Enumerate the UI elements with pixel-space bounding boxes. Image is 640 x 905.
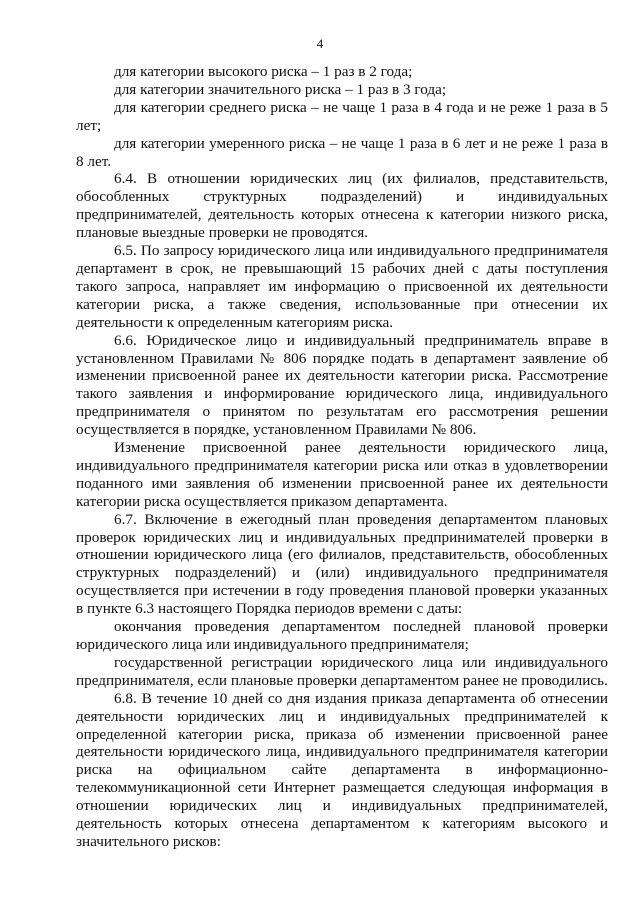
paragraph-6-7: 6.7. Включение в ежегодный план проведения департаментом плановых проверок юридических лиц и индивидуальных предпринимателей проверки в отношении юридического лица (его филиалов, представительств, обособленных структурных подразделений) и (или) индивидуального предпринимателя осуществляется при истечении в году проведения плановой проверки указанных в пункте 6.3 настоящего Порядка периодов времени с даты: (76, 510, 608, 618)
paragraph-medium-risk-frequency: для категории среднего риска – не чаще 1 раза в 4 года и не реже 1 раза в 5 лет; (76, 98, 608, 134)
paragraph-6-5: 6.5. По запросу юридического лица или индивидуального предпринимателя департамент в срок, не превышающий 15 рабочих дней с даты поступления такого запроса, направляет им информацию о присвоенной их деятельности категории риска, а также сведения, использованные при отнесении их деятельности к определенным категориям риска. (76, 242, 608, 331)
page-number: 4 (316, 36, 324, 51)
document-body (76, 63, 608, 851)
paragraph-6-8: 6.8. В течение 10 дней со дня издания приказа департамента об отнесении деятельности юридических лиц и индивидуальных предпринимателей к определенной категории риска, приказа об изменении присвоенной ранее деятельности юридического лица, индивидуального предпринимателя категории риска на официальном сайте департамента в информационно-телекоммуникационной сети Интернет размещается следующая информация в отношении юридических лиц и индивидуальных предпринимателей, деятельность которых отнесена департаментом к категориям высокого и значительного рисков: (76, 689, 608, 850)
paragraph-high-risk-frequency: для категории высокого риска – 1 раз в 2 года; (114, 63, 413, 80)
paragraph-6-6: 6.6. Юридическое лицо и индивидуальный предприниматель вправе в установленном Правилами № 806 порядке подать в департамент заявление об изменении присвоенной ранее их деятельности категории риска. Рассмотрение такого заявления и информирование юридического лица, индивидуального предпринимателя о принятом по результатам его рассмотрения решении осуществляется в порядке, установленном Правилами № 806. (76, 331, 608, 439)
paragraph-significant-risk-frequency: для категории значительного риска – 1 раз в 3 года; (114, 80, 447, 98)
paragraph-moderate-risk-frequency: для категории умеренного риска – не чаще 1 раза в 6 лет и не реже 1 раза в 8 лет. (76, 134, 608, 170)
paragraph-state-registration: государственной регистрации юридического лица или индивидуального предпринимателя, если плановые проверки департаментом ранее не проводились. (76, 653, 608, 689)
paragraph-last-inspection-end: окончания проведения департаментом последней плановой проверки юридического лица или индивидуального предпринимателя; (76, 618, 608, 653)
paragraph-risk-category-change: Изменение присвоенной ранее деятельности юридического лица, индивидуального предпринимателя категории риска или отказ в удовлетворении поданного ими заявления об изменении присвоенной ранее их деятельности категории риска осуществляется приказом департамента. (76, 439, 608, 510)
paragraph-6-4: 6.4. В отношении юридических лиц (их филиалов, представительств, обособленных структурных подразделений) и индивидуальных предпринимателей, деятельность которых отнесена к категории низкого риска, плановые выездные проверки не проводятся. (76, 170, 608, 242)
